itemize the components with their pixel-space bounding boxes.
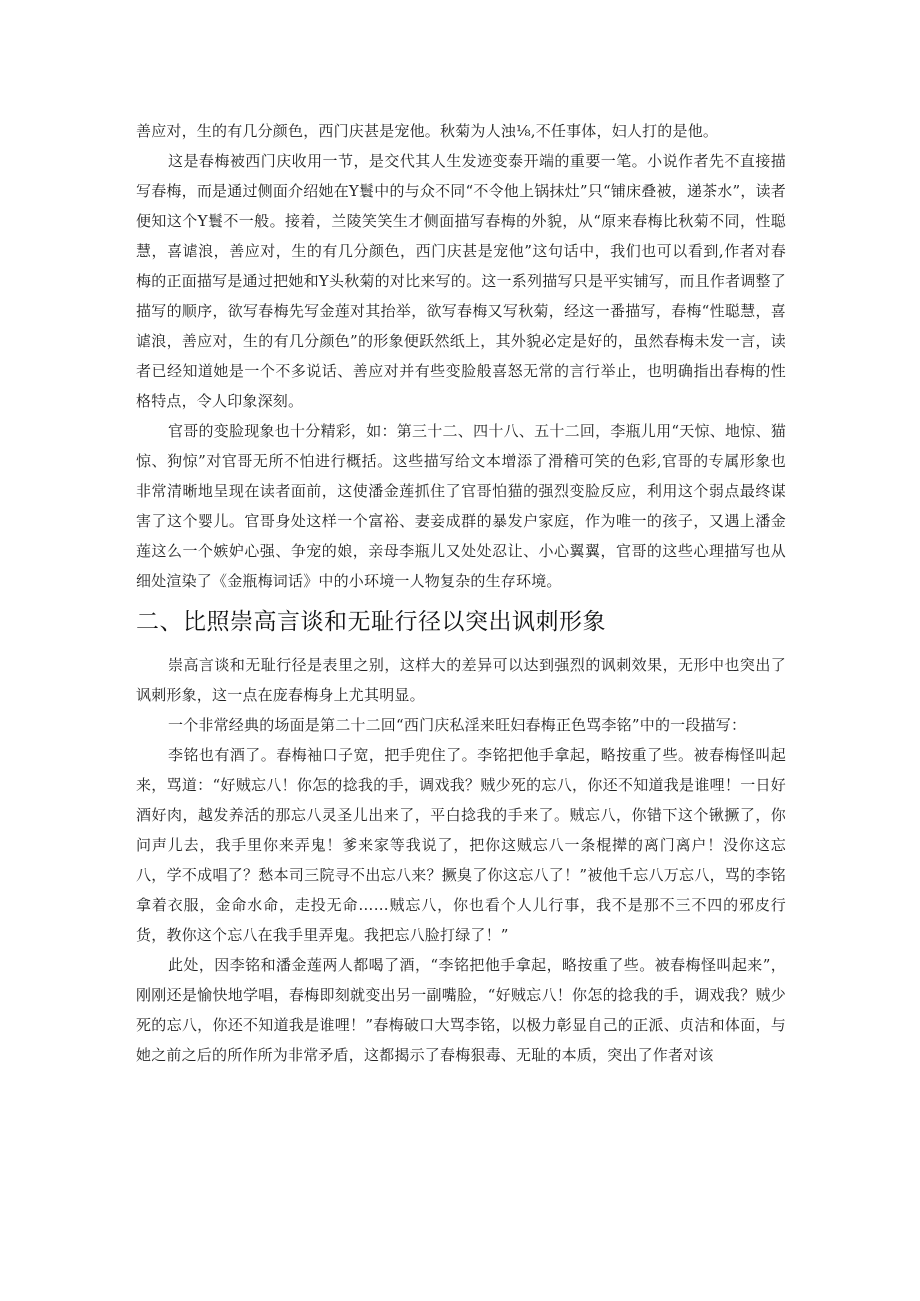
document-body	[136, 116, 786, 1070]
paragraph-chunmei-analysis: 这是春梅被西门庆收用一节，是交代其人生发迹变泰开端的重要一笔。小说作者先不直接描写春梅，而是通过侧面介绍她在Y鬟中的与众不同“不令他上锅抹灶”只“铺床叠被，递茶水”，读者便知这个Y鬟不一般。接着，兰陵笑笑生才侧面描写春梅的外貌，从“原来春梅比秋菊不同，性聪慧，喜谑浪，善应对，生的有几分颜色，西门庆甚是宠他”这句话中，我们也可以看到,作者对春梅的正面描写是通过把她和Y头秋菊的对比来写的。这一系列描写只是平实铺写，而且作者调整了描写的顺序，欲写春梅先写金莲对其抬举，欲写春梅又写秋菊，经这一番描写，春梅“性聪慧，喜谑浪，善应对，生的有几分颜色”的形象便跃然纸上，其外貌必定是好的，虽然春梅未发一言，读者已经知道她是一个不多说话、善应对并有些变脸般喜怒无常的言行举止，也明确指出春梅的性格特点，令人印象深刻。	[136, 152, 786, 410]
paragraph-excerpt-analysis: 此处，因李铭和潘金莲两人都喝了酒，“李铭把他手拿起，略按重了些。被春梅怪叫起来”，刚刚还是愉快地学唱，春梅即刻就变出另一副嘴脸，“好贼忘八！你怎的捻我的手，调戏我？贼少死的忘八，你还不知道我是谁哩！”春梅破口大骂李铭，以极力彰显自己的正派、贞洁和体面，与她之前之后的所作所为非常矛盾，这都揭示了春梅狠毒、无耻的本质，突出了作者对该	[136, 956, 786, 1064]
paragraph-section-intro: 崇高言谈和无耻行径是表里之别，这样大的差异可以达到强烈的讽刺效果，无形中也突出了讽刺形象，这一点在庞春梅身上尤其明显。	[136, 656, 786, 704]
paragraph-guange-analysis: 官哥的变脸现象也十分精彩，如：第三十二、四十八、五十二回，李瓶儿用“天惊、地惊、猫惊、狗惊”对官哥无所不怕进行概括。这些描写给文本增添了滑稽可笑的色彩,官哥的专属形象也非常清晰地呈现在读者面前，这使潘金莲抓住了官哥怕猫的强烈变脸反应，利用这个弱点最终谋害了这个婴儿。官哥身处这样一个富裕、妻妾成群的暴发户家庭，作为唯一的孩子，又遇上潘金莲这么一个嫉妒心强、争宠的娘，亲母李瓶儿又处处忍让、小心翼翼，官哥的这些心理描写也从细处渲染了《金瓶梅词话》中的小环境一人物复杂的生存环境。	[136, 422, 786, 590]
section-heading: 二、比照崇高言谈和无耻行径以突出讽刺形象	[136, 609, 606, 635]
paragraph-scene-intro: 一个非常经典的场面是第二十二回“西门庆私淫来旺妇春梅正色骂李铭”中的一段描写：	[168, 716, 747, 734]
paragraph-continuation: 善应对，生的有几分颜色，西门庆甚是宠他。秋菊为人浊⅛,不任事体，妇人打的是他。	[136, 122, 719, 140]
paragraph-quoted-excerpt: 李铭也有酒了。春梅袖口子宽，把手兜住了。李铭把他手拿起，略按重了些。被春梅怪叫起来，骂道：“好贼忘八！你怎的捻我的手，调戏我？贼少死的忘八，你还不知道我是谁哩！一日好酒好肉，越发养活的那忘八灵圣儿出来了，平白捻我的手来了。贼忘八，你错下这个锹撅了，你问声儿去，我手里你来弄鬼！爹来家等我说了，把你这贼忘八一条棍撵的离门离户！没你这忘八，学不成唱了？愁本司三院寻不出忘八来？撅臭了你这忘八了！”被他千忘八万忘八，骂的李铭拿着衣服，金命水命，走投无命……贼忘八，你也看个人儿行事，我不是那不三不四的邪皮行货，教你这个忘八在我手里弄鬼。我把忘八脸打绿了！”	[136, 746, 786, 944]
